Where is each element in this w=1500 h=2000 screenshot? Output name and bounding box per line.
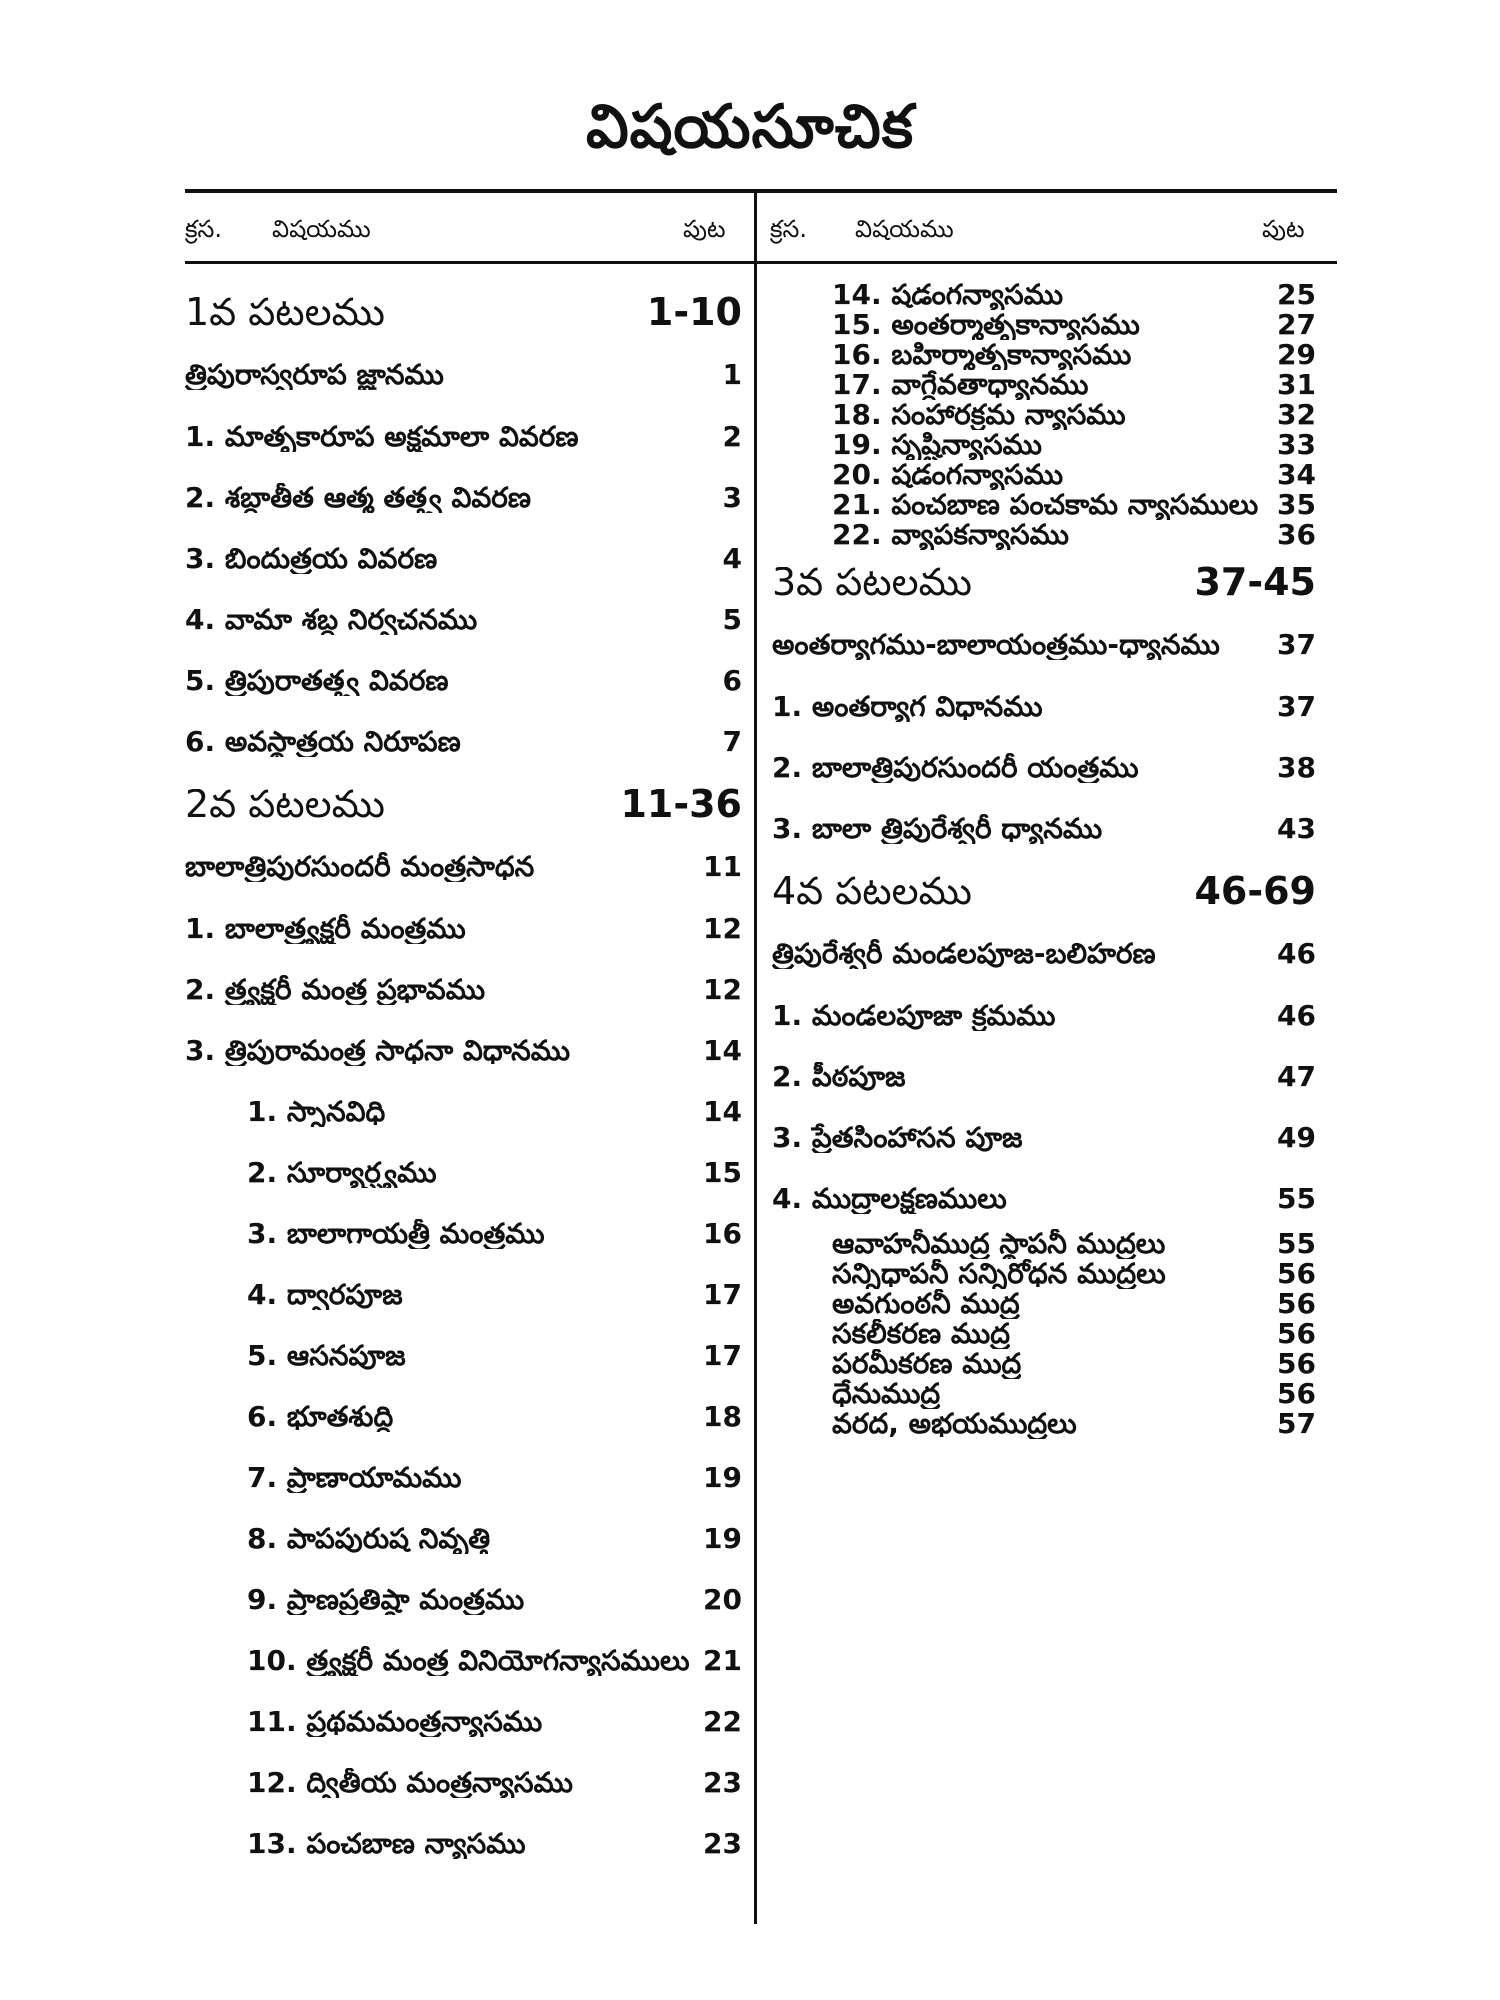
column-divider bbox=[754, 189, 757, 1924]
toc-page-number: 46-69 bbox=[1194, 869, 1316, 913]
toc-item-row bbox=[772, 1107, 1316, 1168]
toc-item-row bbox=[185, 406, 742, 467]
toc-entry-title: 3. త్రిపురామంత్ర సాధనా విధానము bbox=[185, 1035, 571, 1066]
header-sno-right: క్రస. bbox=[770, 215, 808, 243]
toc-page-number: 37 bbox=[1277, 689, 1316, 723]
toc-entry-title: 7. ప్రాణాయామము bbox=[247, 1462, 462, 1493]
toc-page-number: 43 bbox=[1277, 811, 1316, 845]
toc-page-number: 57 bbox=[1277, 1407, 1316, 1440]
toc-sub-row bbox=[185, 1447, 742, 1508]
toc-entry-title: 10. త్ర్యక్షరీ మంత్ర వినియోగన్యాసములు bbox=[247, 1645, 690, 1676]
toc-chapter-row bbox=[772, 550, 1316, 614]
toc-sub-row bbox=[185, 1081, 742, 1142]
toc-entry-title: అవగుంఠనీ ముద్ర bbox=[832, 1289, 1020, 1319]
toc-item-row bbox=[772, 798, 1316, 859]
toc-item-row bbox=[185, 959, 742, 1020]
toc-entry-title: 19. సృష్టిన్యాసము bbox=[832, 430, 1042, 460]
toc-entry-title: 2వ పటలము bbox=[185, 789, 385, 819]
toc-page-number: 17 bbox=[703, 1277, 742, 1311]
toc-entry-title: 15. అంతర్మాతృకాన్యాసము bbox=[832, 310, 1140, 340]
toc-item-row bbox=[185, 1020, 742, 1081]
toc-entry-title: 12. ద్వితీయ మంత్రన్యాసము bbox=[247, 1767, 573, 1798]
toc-page-number: 14 bbox=[703, 1033, 742, 1067]
toc-entry-title: పరమీకరణ ముద్ర bbox=[832, 1349, 1022, 1379]
toc-page-number: 25 bbox=[1277, 278, 1316, 311]
toc-rnum-row bbox=[772, 280, 1316, 310]
toc-chapter-row bbox=[772, 859, 1316, 923]
toc-page-number: 55 bbox=[1277, 1227, 1316, 1260]
toc-section-row bbox=[772, 614, 1316, 676]
toc-entry-title: 20. షడంగన్యాసము bbox=[832, 460, 1064, 490]
toc-entry-title: 5. త్రిపురాతత్త్వ వివరణ bbox=[185, 665, 449, 696]
toc-page-number: 17 bbox=[703, 1338, 742, 1372]
toc-page-number: 23 bbox=[703, 1826, 742, 1860]
header-page-right: పుట bbox=[1262, 215, 1305, 243]
toc-entry-title: 3వ పటలము bbox=[772, 567, 972, 597]
toc-page-number: 7 bbox=[722, 724, 742, 758]
toc-page-number: 56 bbox=[1277, 1377, 1316, 1410]
toc-page-number: 38 bbox=[1277, 750, 1316, 784]
toc-sub-row bbox=[185, 1813, 742, 1874]
toc-page-number: 56 bbox=[1277, 1287, 1316, 1320]
toc-rsub-row bbox=[772, 1409, 1316, 1439]
toc-page-number: 56 bbox=[1277, 1257, 1316, 1290]
top-rule bbox=[185, 189, 1337, 193]
toc-page-number: 3 bbox=[722, 480, 742, 514]
toc-entry-title: 3. బిందుత్రయ వివరణ bbox=[185, 543, 438, 574]
toc-entry-title: ఆవాహనీముద్ర స్థాపనీ ముద్రలు bbox=[832, 1229, 1166, 1259]
page-title: విషయసూచిక bbox=[585, 92, 915, 162]
toc-rnum-row bbox=[772, 460, 1316, 490]
toc-entry-title: 3. బాలా త్రిపురేశ్వరీ ధ్యానము bbox=[772, 813, 1103, 844]
toc-entry-title: 1. మాతృకారూప అక్షమాలా వివరణ bbox=[185, 421, 579, 452]
toc-page-number: 19 bbox=[703, 1521, 742, 1555]
toc-entry-title: 13. పంచబాణ న్యాసము bbox=[247, 1828, 526, 1859]
toc-page-number: 15 bbox=[703, 1155, 742, 1189]
toc-sub-row bbox=[185, 1203, 742, 1264]
toc-page-number: 21 bbox=[703, 1643, 742, 1677]
toc-page-number: 11 bbox=[703, 850, 742, 883]
toc-entry-title: 1. అంతర్యాగ విధానము bbox=[772, 691, 1043, 722]
toc-entry-title: 2. పీఠపూజ bbox=[772, 1061, 906, 1092]
toc-page-number: 18 bbox=[703, 1399, 742, 1433]
toc-page-number: 33 bbox=[1277, 428, 1316, 461]
toc-page-number: 32 bbox=[1277, 398, 1316, 431]
toc-page-number: 14 bbox=[703, 1094, 742, 1128]
toc-entry-title: 9. ప్రాణప్రతిష్ఠా మంత్రము bbox=[247, 1584, 525, 1615]
toc-sub-row bbox=[185, 1630, 742, 1691]
header-page-left: పుట bbox=[683, 215, 726, 243]
toc-entry-title: 4. వామా శబ్ద నిర్వచనము bbox=[185, 604, 478, 635]
toc-item-row bbox=[185, 650, 742, 711]
toc-page-number: 34 bbox=[1277, 458, 1316, 491]
toc-rsub-row bbox=[772, 1259, 1316, 1289]
toc-page-number: 37-45 bbox=[1194, 560, 1316, 604]
toc-entry-title: 18. సంహారక్రమ న్యాసము bbox=[832, 400, 1126, 430]
toc-left-column bbox=[185, 280, 742, 1874]
toc-entry-title: 1. మండలపూజా క్రమము bbox=[772, 1000, 1056, 1031]
toc-entry-title: సన్నిధాపనీ సన్నిరోధన ముద్రలు bbox=[832, 1259, 1166, 1289]
header-subject-right: విషయము bbox=[855, 215, 954, 243]
toc-page-number: 12 bbox=[703, 972, 742, 1006]
toc-entry-title: 2. శబ్దాతీత ఆత్మ తత్త్వ వివరణ bbox=[185, 482, 532, 513]
toc-page-number: 23 bbox=[703, 1765, 742, 1799]
toc-section-row bbox=[185, 836, 742, 898]
toc-page-number: 1 bbox=[722, 358, 742, 391]
toc-page-number: 56 bbox=[1277, 1317, 1316, 1350]
header-rule bbox=[185, 261, 1337, 264]
toc-entry-title: 5. ఆసనపూజ bbox=[247, 1340, 406, 1371]
toc-sub-row bbox=[185, 1691, 742, 1752]
toc-page-number: 4 bbox=[722, 541, 742, 575]
toc-entry-title: 4. ముద్రాలక్షణములు bbox=[772, 1183, 1007, 1214]
toc-item-row bbox=[185, 589, 742, 650]
toc-page-number: 12 bbox=[703, 911, 742, 945]
toc-page-number: 46 bbox=[1277, 937, 1316, 970]
toc-entry-title: 4. ద్వారపూజ bbox=[247, 1279, 403, 1310]
toc-rnum-row bbox=[772, 340, 1316, 370]
toc-entry-title: 14. షడంగన్యాసము bbox=[832, 280, 1064, 310]
toc-entry-title: 4వ పటలము bbox=[772, 876, 972, 906]
toc-chapter-row bbox=[185, 772, 742, 836]
toc-page-number: 35 bbox=[1277, 488, 1316, 521]
toc-entry-title: 2. త్ర్యక్షరీ మంత్ర ప్రభావము bbox=[185, 974, 486, 1005]
toc-rnum-row bbox=[772, 490, 1316, 520]
toc-entry-title: 22. వ్యాపకన్యాసము bbox=[832, 520, 1069, 550]
toc-page-number: 36 bbox=[1277, 518, 1316, 551]
toc-item-row bbox=[185, 467, 742, 528]
toc-rnum-row bbox=[772, 310, 1316, 340]
toc-page-number: 29 bbox=[1277, 338, 1316, 371]
toc-rsub-row bbox=[772, 1319, 1316, 1349]
toc-entry-title: 16. బహిర్మాతృకాన్యాసము bbox=[832, 340, 1132, 370]
toc-entry-title: 1. స్నానవిధి bbox=[247, 1096, 386, 1127]
toc-page-number: 31 bbox=[1277, 368, 1316, 401]
toc-entry-title: 8. పాపపురుష నివృత్తి bbox=[247, 1523, 491, 1554]
toc-rsub-row bbox=[772, 1289, 1316, 1319]
toc-entry-title: సకలీకరణ ముద్ర bbox=[832, 1319, 1010, 1349]
toc-item-row bbox=[772, 985, 1316, 1046]
toc-page-number: 11-36 bbox=[620, 782, 742, 826]
toc-page-number: 37 bbox=[1277, 628, 1316, 661]
toc-sub-row bbox=[185, 1752, 742, 1813]
toc-entry-title: 21. పంచబాణ పంచకామ న్యాసములు bbox=[832, 490, 1259, 520]
toc-page-number: 1-10 bbox=[646, 290, 742, 334]
toc-sub-row bbox=[185, 1264, 742, 1325]
toc-sub-row bbox=[185, 1569, 742, 1630]
toc-rnum-row bbox=[772, 400, 1316, 430]
header-sno-left: క్రస. bbox=[185, 215, 223, 243]
toc-rsub-row bbox=[772, 1229, 1316, 1259]
toc-section-row bbox=[772, 923, 1316, 985]
toc-page-number: 56 bbox=[1277, 1347, 1316, 1380]
toc-entry-title: 1. బాలాత్ర్యక్షరీ మంత్రము bbox=[185, 913, 466, 944]
toc-item-row bbox=[772, 676, 1316, 737]
toc-entry-title: 3. ప్రేతసింహాసన పూజ bbox=[772, 1122, 1023, 1153]
toc-entry-title: 2. సూర్యార్ఘ్యము bbox=[247, 1157, 437, 1188]
header-subject-left: విషయము bbox=[272, 215, 371, 243]
toc-page-number: 46 bbox=[1277, 998, 1316, 1032]
toc-entry-title: 6. భూతశుద్ధి bbox=[247, 1401, 394, 1432]
toc-item-row bbox=[772, 1046, 1316, 1107]
toc-page-number: 22 bbox=[703, 1704, 742, 1738]
toc-page-number: 16 bbox=[703, 1216, 742, 1250]
toc-entry-title: 3. బాలాగాయత్రీ మంత్రము bbox=[247, 1218, 545, 1249]
toc-page-number: 55 bbox=[1277, 1181, 1316, 1215]
toc-sub-row bbox=[185, 1142, 742, 1203]
toc-item-row bbox=[772, 737, 1316, 798]
toc-rnum-row bbox=[772, 520, 1316, 550]
toc-entry-title: 2. బాలాత్రిపురసుందరీ యంత్రము bbox=[772, 752, 1139, 783]
toc-entry-title: వరద, అభయముద్రలు bbox=[832, 1409, 1077, 1439]
toc-sub-row bbox=[185, 1508, 742, 1569]
toc-entry-title: త్రిపురాస్వరూప జ్ఞానము bbox=[185, 360, 444, 390]
toc-entry-title: 1వ పటలము bbox=[185, 297, 385, 327]
toc-chapter-row bbox=[185, 280, 742, 344]
toc-page-number: 47 bbox=[1277, 1059, 1316, 1093]
toc-item-row bbox=[185, 898, 742, 959]
toc-rnum-row bbox=[772, 430, 1316, 460]
toc-page-number: 5 bbox=[722, 602, 742, 636]
toc-entry-title: 6. అవస్థాత్రయ నిరూపణ bbox=[185, 726, 461, 757]
toc-right-column bbox=[772, 280, 1316, 1439]
toc-item-row bbox=[185, 711, 742, 772]
toc-section-row bbox=[185, 344, 742, 406]
toc-rnum-row bbox=[772, 370, 1316, 400]
toc-entry-title: అంతర్యాగము-బాలాయంత్రము-ధ్యానము bbox=[772, 630, 1220, 660]
toc-sub-row bbox=[185, 1386, 742, 1447]
toc-item-row bbox=[772, 1168, 1316, 1229]
toc-entry-title: ధేనుముద్ర bbox=[832, 1379, 941, 1409]
toc-page-number: 20 bbox=[703, 1582, 742, 1616]
toc-page-number: 49 bbox=[1277, 1120, 1316, 1154]
toc-entry-title: 17. వాగ్దేవతాధ్యానము bbox=[832, 370, 1089, 400]
toc-page-number: 6 bbox=[722, 663, 742, 697]
toc-rsub-row bbox=[772, 1379, 1316, 1409]
toc-item-row bbox=[185, 528, 742, 589]
toc-page-number: 27 bbox=[1277, 308, 1316, 341]
toc-entry-title: 11. ప్రథమమంత్రన్యాసము bbox=[247, 1706, 543, 1737]
toc-page-number: 2 bbox=[722, 419, 742, 453]
toc-entry-title: బాలాత్రిపురసుందరీ మంత్రసాధన bbox=[185, 852, 535, 882]
toc-rsub-row bbox=[772, 1349, 1316, 1379]
toc-sub-row bbox=[185, 1325, 742, 1386]
toc-page-number: 19 bbox=[703, 1460, 742, 1494]
toc-entry-title: త్రిపురేశ్వరీ మండలపూజ-బలిహరణ bbox=[772, 939, 1156, 969]
